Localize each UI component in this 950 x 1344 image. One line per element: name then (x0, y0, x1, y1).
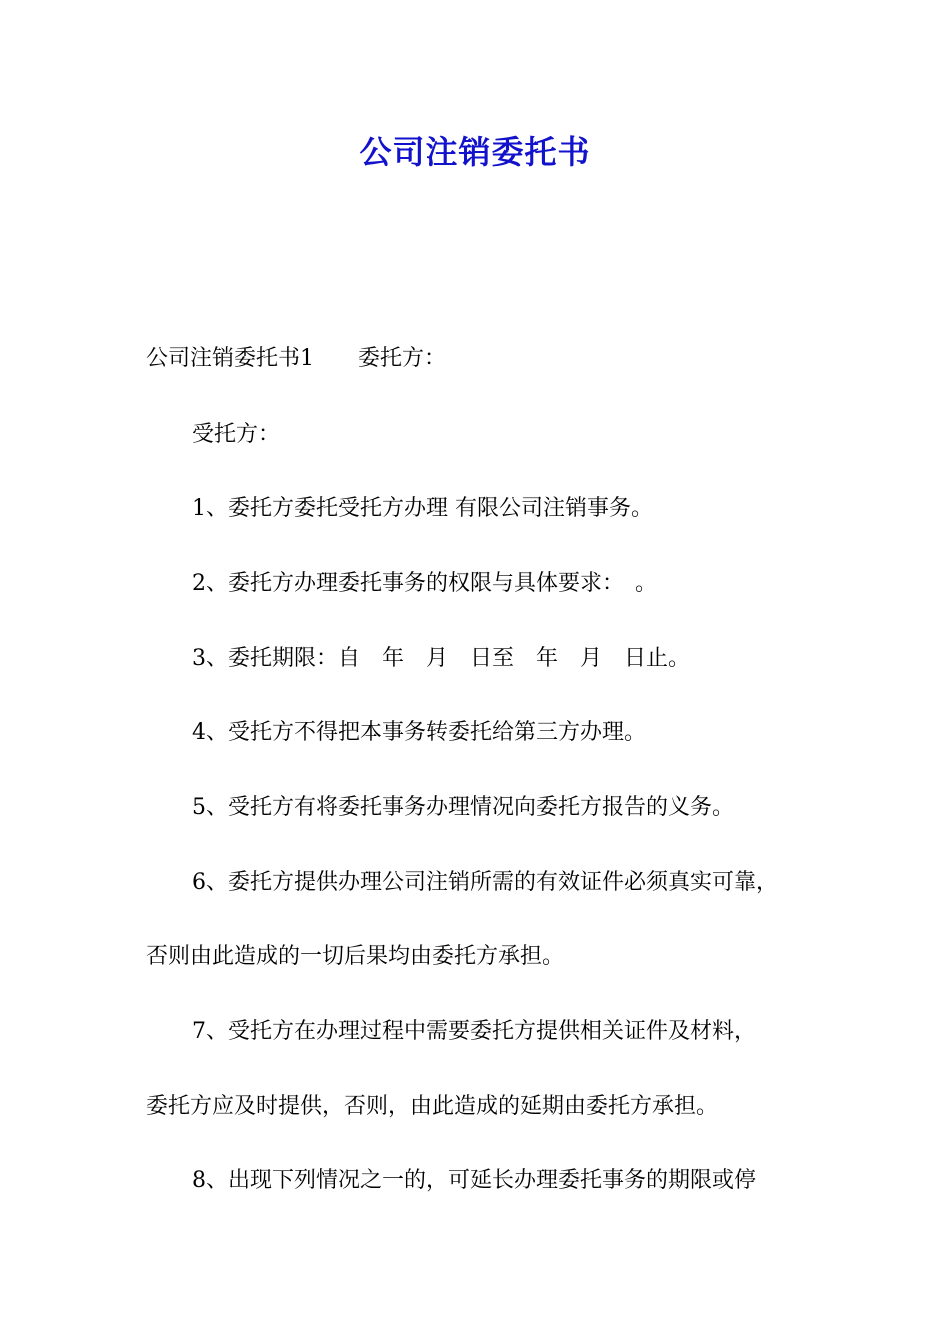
paragraph-line: 委托方应及时提供，否则，由此造成的延期由委托方承担。 (146, 1094, 719, 1119)
paragraph-line: 1、委托方委托受托方办理 有限公司注销事务。 (192, 496, 653, 521)
paragraph-line: 3、委托期限：自 年 月 日至 年 月 日止。 (192, 646, 690, 671)
document-title: 公司注销委托书 (359, 133, 591, 171)
paragraph-line: 2、委托方办理委托事务的权限与具体要求： 。 (192, 571, 657, 596)
paragraph-line: 6、委托方提供办理公司注销所需的有效证件必须真实可靠， (192, 870, 778, 895)
paragraph-line: 4、受托方不得把本事务转委托给第三方办理。 (192, 720, 646, 745)
paragraph-line: 否则由此造成的一切后果均由委托方承担。 (146, 944, 565, 969)
paragraph-line: 8、出现下列情况之一的，可延长办理委托事务的期限或停 (192, 1168, 756, 1193)
paragraph-line: 公司注销委托书1 委托方： (146, 346, 446, 371)
paragraph-line: 5、受托方有将委托事务办理情况向委托方报告的义务。 (192, 795, 734, 820)
paragraph-line: 7、受托方在办理过程中需要委托方提供相关证件及材料， (192, 1019, 756, 1044)
paragraph-line: 受托方： (192, 422, 281, 447)
